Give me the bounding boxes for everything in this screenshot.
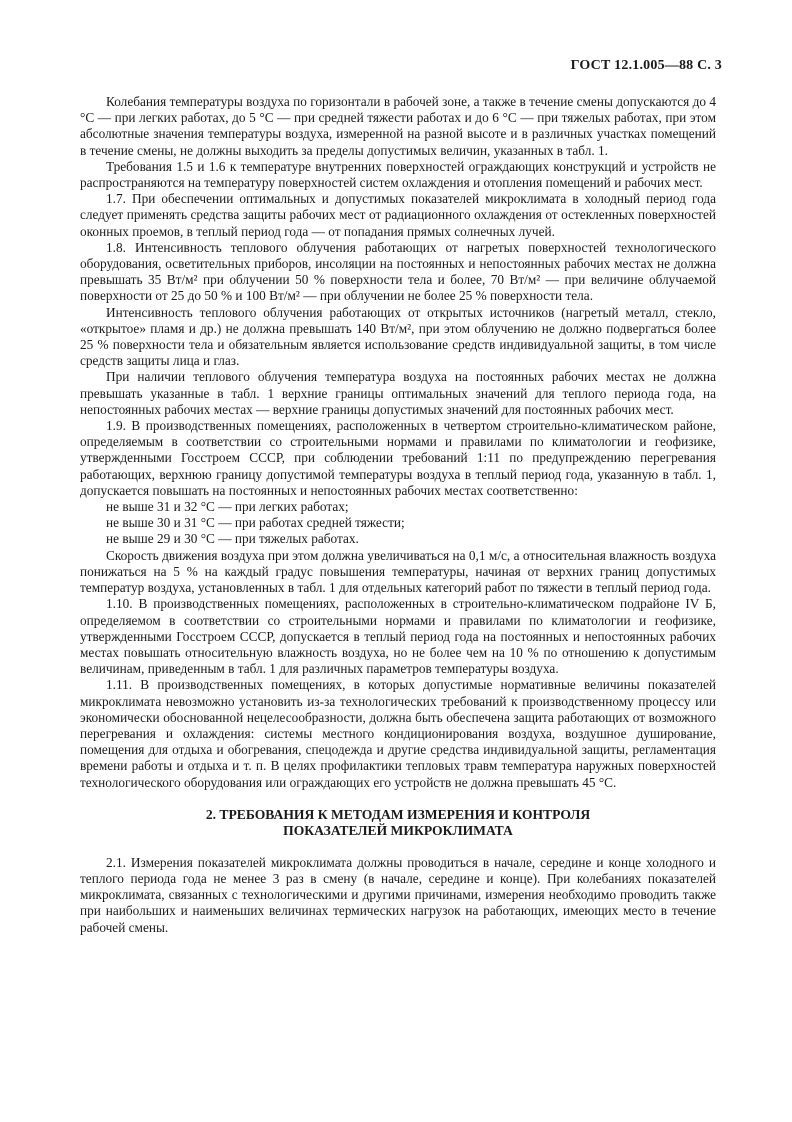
paragraph-1-8: 1.8. Интенсивность теплового облучения работающих от нагретых поверхностей технологического оборудования, осветительных приборов, инсоляции на постоянных и непостоянных рабочих местах не должна превышать 35 Вт/м² при облучении 50 % поверхности тела и более, 70 Вт/м² — при величине облучаемой поверхности от 25 до 50 % и 100 Вт/м² — при облучении не более 25 % поверхности тела. <box>80 239 716 304</box>
paragraph-1-10: 1.10. В производственных помещениях, расположенных в строительно-климатическом подрайоне IV Б, определяемом в соответствии со строительными нормами и правилами по климатологии и геофизике, утвержденными Госстроем СССР, допускается в теплый период года на постоянных и непостоянных рабочих местах повышать относительную влажность воздуха, но не более чем на 10 % по отношению к допустимым величинам, приведенным в табл. 1 для различных параметров температуры воздуха. <box>80 596 716 677</box>
paragraph: Скорость движения воздуха при этом должна увеличиваться на 0,1 м/с, а относительная влажность воздуха понижаться на 5 % на каждый градус повышения температуры, начиная от верхних границ допустимых температур воздуха, установленных в табл. 1 для отдельных категорий работ по тяжести в теплый период года. <box>80 547 716 596</box>
list-item: не выше 29 и 30 °С — при тяжелых работах. <box>106 531 359 547</box>
paragraph: При наличии теплового облучения температура воздуха на постоянных рабочих местах не должна превышать указанные в табл. 1 верхние границы оптимальных значений для теплого периода года, на непостоянных рабочих местах — верхние границы допустимых значений для постоянных рабочих мест. <box>80 369 716 417</box>
page-header: ГОСТ 12.1.005—88 С. 3 <box>570 58 722 73</box>
paragraph: Требования 1.5 и 1.6 к температуре внутренних поверхностей ограждающих конструкций и устройств не распространяются на температуру поверхностей систем охлаждения и отопления помещений и рабочих мест. <box>80 158 716 191</box>
list-item: не выше 30 и 31 °С — при работах средней тяжести; <box>106 515 405 531</box>
paragraph: Колебания температуры воздуха по горизонтали в рабочей зоне, а также в течение смены допускаются до 4 °С — при легких работах, до 5 °С — при средней тяжести работах и до 6 °С — при тяжелых работах, при этом абсолютные значения температуры воздуха, измеренной на разной высоте и в различных участках помещений в течение смены, не должны выходить за пределы допустимых величин, указанных в табл. 1. <box>80 94 716 158</box>
paragraph-1-11: 1.11. В производственных помещениях, в которых допустимые нормативные величины показателей микроклимата невозможно установить из-за технологических требований к производственному процессу или экономически обоснованной нецелесообразности, должна быть обеспечена защита работающих от возможного перегревания и охлаждения: системы местного кондиционирования воздуха, воздушное душирование, помещения для отдыха и обогревания, спецодежда и другие средства индивидуальной защиты, регламентация времени работы и отдыха и т. п. В целях профилактики тепловых травм температура наружных поверхностей технологического оборудования или ограждающих его устройств не должна превышать 45 °С. <box>80 677 716 790</box>
paragraph-2-1: 2.1. Измерения показателей микроклимата должны проводиться в начале, середине и конце холодного и теплого периода года не менее 3 раз в смену (в начале, середине и конце). При колебаниях показателей микроклимата, связанных с технологическими и другими причинами, измерения необходимо проводить также при наибольших и наименьших величинах термических нагрузок на работающих, имеющих место в течение рабочей смены. <box>80 854 716 935</box>
paragraph: Интенсивность теплового облучения работающих от открытых источников (нагретый металл, стекло, «открытое» пламя и др.) не должна превышать 140 Вт/м², при этом облучению не должно подвергаться более 25 % поверхности тела и обязательным является использование средств индивидуальной защиты, в том числе средств защиты лица и глаз. <box>80 304 716 369</box>
paragraph-1-7: 1.7. При обеспечении оптимальных и допустимых показателей микроклимата в холодный период года следует применять средства защиты рабочих мест от радиационного охлаждения от остекленных поверхностей оконных проемов, в теплый период года — от попадания прямых солнечных лучей. <box>80 191 716 239</box>
list-item: не выше 31 и 32 °С — при легких работах; <box>106 499 349 515</box>
paragraph-1-9: 1.9. В производственных помещениях, расположенных в четвертом строительно-климатическом районе, определяемым в соответствии со строительными нормами и правилами по климатологии и геофизике, утвержденными Госстроем СССР, при соблюдении требований 1:11 по предупреждению перегревания работающих, верхнюю границу допустимой температуры воздуха в теплый период года, указанную в табл. 1, допускается повышать на постоянных и непостоянных рабочих местах соответственно: <box>80 418 716 498</box>
section-title <box>80 807 716 840</box>
document-body <box>80 94 716 936</box>
section-title-line: 2. ТРЕБОВАНИЯ К МЕТОДАМ ИЗМЕРЕНИЯ И КОНТРОЛЯ <box>205 806 591 822</box>
section-title-line: ПОКАЗАТЕЛЕЙ МИКРОКЛИМАТА <box>283 823 513 839</box>
